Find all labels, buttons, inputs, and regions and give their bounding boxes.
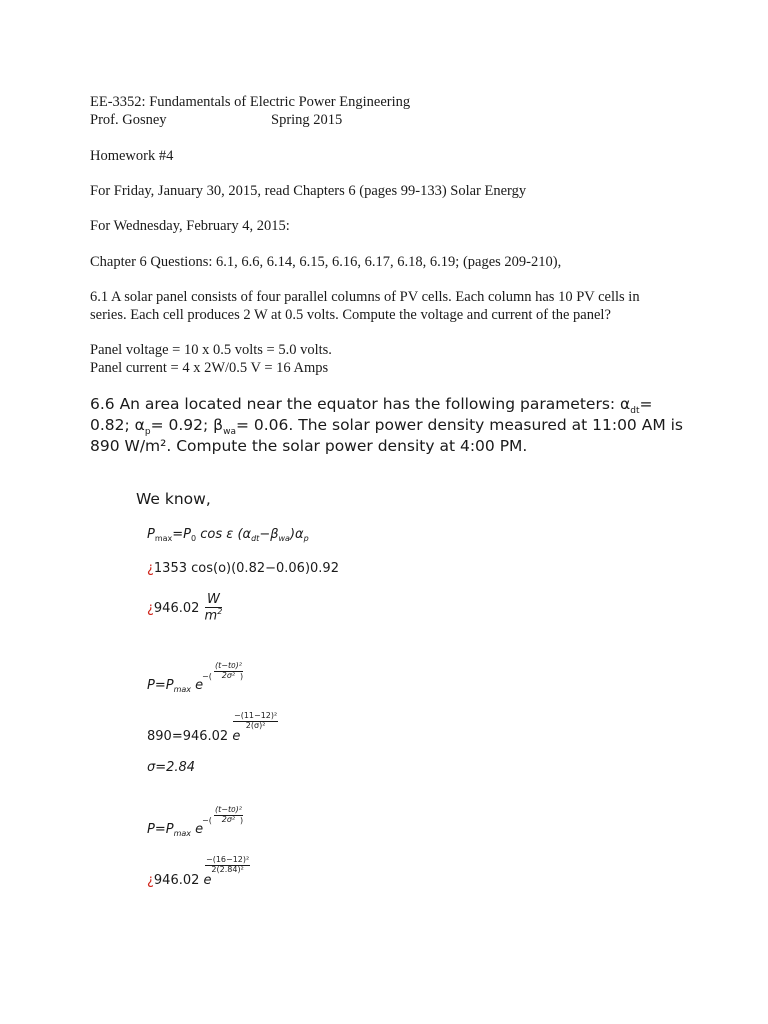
q61-line1: 6.1 A solar panel consists of four parallel columns of PV cells. Each column has 10 PV cells in	[90, 289, 640, 305]
professor-name: Prof. Gosney	[90, 112, 167, 128]
q61-line2: series. Each cell produces 2 W at 0.5 volts. Compute the voltage and current of the panel?	[90, 307, 611, 323]
q61-answer-voltage: Panel voltage = 10 x 0.5 volts = 5.0 volts.	[90, 342, 332, 358]
we-know: We know,	[136, 490, 211, 508]
wednesday-heading: For Wednesday, February 4, 2015:	[90, 218, 290, 234]
q66-line1: 6.6 An area located near the equator has the following parameters: $\alpha_{dt}=$	[90, 395, 653, 417]
homework-title: Homework #4	[90, 148, 174, 164]
term: Spring 2015	[271, 112, 343, 128]
chapter-questions: Chapter 6 Questions: 6.1, 6.6, 6.14, 6.15, 6.16, 6.17, 6.18, 6.19; (pages 209-210),	[90, 254, 562, 270]
equation-pmax-result: ¿946.02 $\frac{W}{m^2}$	[147, 592, 223, 624]
q66-line2: 0.82; $\alpha_p= 0.92$; $\beta_{wa}= 0.06$. The solar power density measured at 11:00 AM is	[90, 416, 684, 438]
equation-sigma-value: σ=2.84	[147, 760, 196, 775]
friday-reading: For Friday, January 30, 2015, read Chapters 6 (pages 99-133) Solar Energy	[90, 183, 527, 199]
equation-pmax: $P_{max}=P_0$ cos ε $(\alpha_{dt}-\beta_{wa})\alpha_p$	[147, 527, 309, 543]
q66-line3: 890 W/m². Compute the solar power density at 4:00 PM.	[90, 437, 528, 455]
red-marker: ¿	[147, 561, 154, 576]
course-title: EE-3352: Fundamentals of Electric Power Engineering	[90, 94, 411, 110]
q61-answer-current: Panel current = 4 x 2W/0.5 V = 16 Amps	[90, 360, 329, 376]
equation-pmax-substituted: ¿1353 cos(o)(0.82−0.06)0.92	[147, 561, 339, 576]
